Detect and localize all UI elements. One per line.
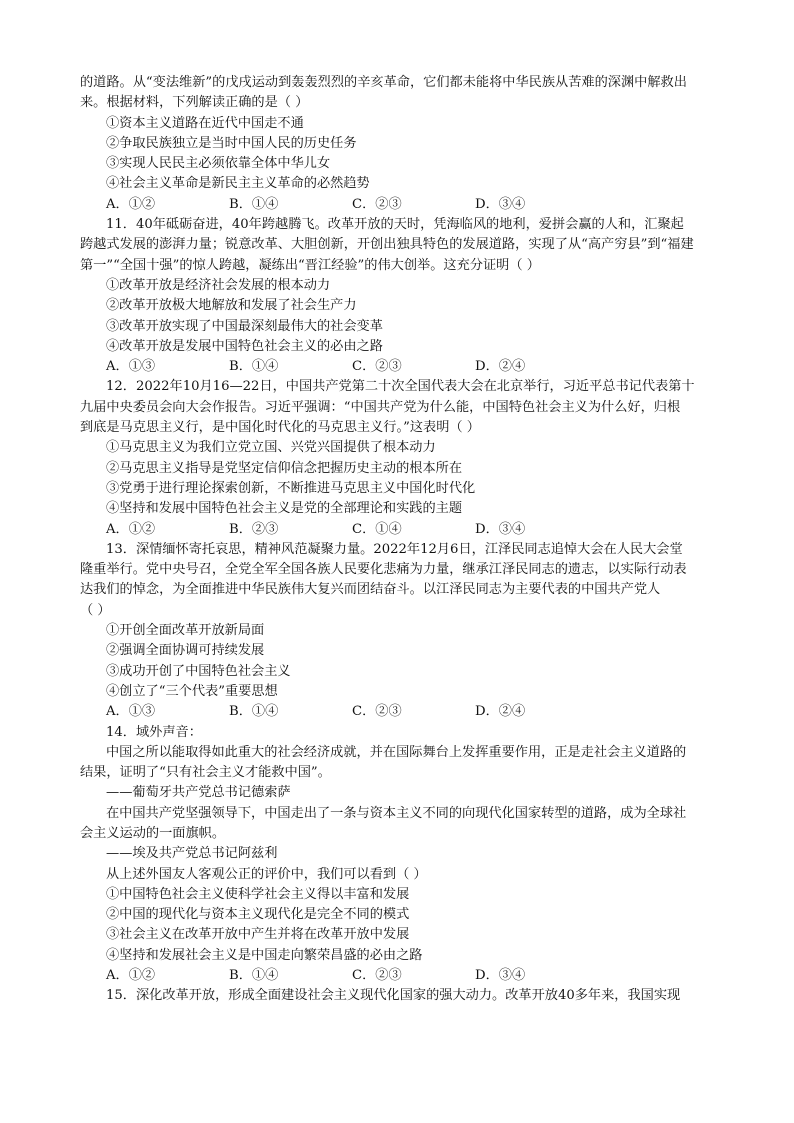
statement-3: ③成功开创了中国特色社会主义 <box>106 663 291 679</box>
option-b: B．②③ <box>229 521 279 537</box>
answer-options <box>80 520 720 540</box>
quote-line: 会主义运动的一面旗帜。 <box>80 825 226 841</box>
statement-2: ②争取民族独立是当时中国人民的历史任务 <box>106 135 357 151</box>
document-page <box>80 73 720 1007</box>
option-c: C．②③ <box>352 968 402 984</box>
question-text-line: 隆重举行。党中央号召，全党全军全国各族人民要化悲痛为力量，继承江泽民同志的遗志，以实际行动表 <box>80 562 687 578</box>
option-c: C．①④ <box>352 521 402 537</box>
question-text-line: 15．深化改革开放，形成全面建设社会主义现代化国家的强大动力。改革开放40多年来，我国实现 <box>106 988 681 1004</box>
answer-options <box>80 195 720 215</box>
quote-line: 结果，证明了“只有社会主义才能救中国”。 <box>80 765 331 781</box>
option-d: D．③④ <box>475 196 526 212</box>
option-d: D．③④ <box>475 968 526 984</box>
statement-1: ①开创全面改革开放新局面 <box>106 623 265 639</box>
question-text-line: 来。根据材料，下列解读正确的是（ ） <box>80 95 309 111</box>
question-12 <box>80 377 720 539</box>
quote-line: 在中国共产党坚强领导下，中国走出了一条与资本主义不同的向现代化国家转型的道路，成为全球社 <box>106 805 687 821</box>
option-a: A．①③ <box>106 704 156 720</box>
option-d: D．②④ <box>475 704 526 720</box>
option-c: C．②③ <box>352 196 402 212</box>
option-a: A．①② <box>106 196 156 212</box>
statement-2: ②马克思主义指导是党坚定信仰信念把握历史主动的根本所在 <box>106 460 463 476</box>
statement-2: ②强调全面协调可持续发展 <box>106 643 265 659</box>
option-c: C．②③ <box>352 359 402 375</box>
question-text-line: 九届中央委员会向大会作报告。习近平强调：“中国共产党为什么能，中国特色社会主义为什么好，归根 <box>80 399 681 415</box>
option-b: B．①④ <box>229 359 279 375</box>
statement-3: ③社会主义在改革开放中产生并将在改革开放中发展 <box>106 927 410 943</box>
question-11 <box>80 215 720 377</box>
statement-2: ②改革开放极大地解放和发展了社会生产力 <box>106 298 357 314</box>
statement-4: ④改革开放是发展中国特色社会主义的必由之路 <box>106 338 383 354</box>
option-a: A．①② <box>106 521 156 537</box>
statement-4: ④坚持和发展社会主义是中国走向繁荣昌盛的必由之路 <box>106 947 423 963</box>
option-a: A．①③ <box>106 359 156 375</box>
question-text-line: 第一”“全国十强”的惊人跨越，凝练出“晋江经验”的伟大创举。这充分证明（ ） <box>80 257 540 273</box>
statement-1: ①改革开放是经济社会发展的根本动力 <box>106 277 331 293</box>
statement-4: ④坚持和发展中国特色社会主义是党的全部理论和实践的主题 <box>106 501 463 517</box>
statement-1: ①资本主义道路在近代中国走不通 <box>106 115 304 131</box>
quote-source: ——埃及共产党总书记阿兹利 <box>106 846 278 862</box>
statement-1: ①马克思主义为我们立党立国、兴党兴国提供了根本动力 <box>106 440 436 456</box>
question-prompt: 从上述外国友人客观公正的评价中，我们可以看到（ ） <box>106 866 427 882</box>
question-14 <box>80 723 720 987</box>
answer-options <box>80 357 720 377</box>
question-text-line: 跨越式发展的澎湃力量；锐意改革、大胆创新，开创出独具特色的发展道路，实现了从“高产穷县”到“福建 <box>80 237 694 253</box>
statement-4: ④创立了“三个代表”重要思想 <box>106 683 278 699</box>
statement-4: ④社会主义革命是新民主主义革命的必然趋势 <box>106 176 370 192</box>
quote-line: 中国之所以能取得如此重大的社会经济成就，并在国际舞台上发挥重要作用，正是走社会主义道路的 <box>106 744 687 760</box>
answer-options <box>80 966 720 986</box>
option-d: D．②④ <box>475 359 526 375</box>
option-b: B．①④ <box>229 704 279 720</box>
question-heading: 14．域外声音： <box>106 724 202 740</box>
statement-1: ①中国特色社会主义使科学社会主义得以丰富和发展 <box>106 886 410 902</box>
quote-source: ——葡萄牙共产党总书记德索萨 <box>106 785 291 801</box>
question-text-line: 达我们的悼念，为全面推进中华民族伟大复兴而团结奋斗。以江泽民同志为主要代表的中国共产党人 <box>80 582 661 598</box>
question-15 <box>80 986 720 1006</box>
statement-2: ②中国的现代化与资本主义现代化是完全不同的模式 <box>106 907 410 923</box>
answer-blank: （ ） <box>80 602 111 618</box>
question-text-line: 到底是马克思主义行，是中国化时代化的马克思主义行。”这表明（ ） <box>80 420 480 436</box>
question-10 <box>80 73 720 215</box>
question-text-line: 的道路。从“变法维新”的戊戌运动到轰轰烈烈的辛亥革命，它们都未能将中华民族从苦难的深渊中解救出 <box>80 75 687 90</box>
option-b: B．①④ <box>229 968 279 984</box>
question-text-line: 12．2022年10月16—22日，中国共产党第二十次全国代表大会在北京举行，习近平总书记代表第十 <box>106 379 695 395</box>
question-text-line: 11．40年砥砺奋进，40年跨越腾飞。改革开放的天时，凭海临风的地利，爱拼会赢的人和，汇聚起 <box>106 217 684 233</box>
option-b: B．①④ <box>229 196 279 212</box>
option-d: D．③④ <box>475 521 526 537</box>
question-text-line: 13．深情缅怀寄托哀思，精神风范凝聚力量。2022年12月6日，江泽民同志追悼大会在人民大会堂 <box>106 541 683 557</box>
statement-3: ③党勇于进行理论探索创新，不断推进马克思主义中国化时代化 <box>106 480 476 496</box>
statement-3: ③改革开放实现了中国最深刻最伟大的社会变革 <box>106 318 383 334</box>
statement-3: ③实现人民民主必须依靠全体中华儿女 <box>106 156 331 172</box>
question-13 <box>80 540 720 723</box>
answer-options <box>80 702 720 722</box>
option-a: A．①② <box>106 968 156 984</box>
option-c: C．②③ <box>352 704 402 720</box>
